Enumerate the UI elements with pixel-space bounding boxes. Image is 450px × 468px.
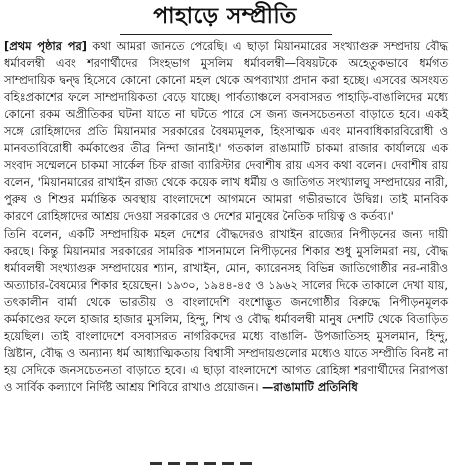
paragraph-2-text: তিনি বলেন, একটি সম্প্রদায়িক মহল দেশের বৌদ্ধদেরও রাখাইন রাজ্যের নিপীড়নের জন্য দায়ী করছে। কিন্তু মিয়ানমার সরকারের সামরিক শাসনামলে নিপীড়নের শিকার শুধু মুসলিমরা নয়, বৌদ্ধ ধর্মাবলম্বী সংখ্যাগুরু সম্প্রদায়ের শ্যান, রাখাইন, মোন, ক্যারেনসহ বিভিন্ন জাতিগোষ্ঠীর নর-নারীও অত্যাচার-বৈষম্যের শিকার হয়েছেন। ১৯৩০, ১৯৪৪-৪৫ ও ১৯৬২ সালের দিকে তাকালে দেখা যায়, তৎকালীন বার্মা থেকে ভারতীয় ও বাংলাদেশি বংশোদ্ভূত জনগোষ্ঠীর বিরুদ্ধে নিপীড়নমূলক কর্মকাণ্ডের ফলে হাজার হাজার মুসলিম, হিন্দু, শিখ ও বৌদ্ধ ধর্মাবলম্বী মানুষ দেশটি থেকে বিতাড়িত হয়েছিল। তাই বাংলাদেশে বসবাসরত নাগরিকদের মধ্যে বাঙালি- উপজাতিসহ মুসলমান, হিন্দু, খ্রিষ্টান, বৌদ্ধ ও অন্যান্য ধর্ম আধ্যাত্মিকতায় বিশ্বাসী সম্প্রদায়গুলোর মধ্যেও যাতে সম্প্রীতি বিনষ্ট না হয় সেদিকে জনসচেতনতা বাড়াতে হবে। এ ছাড়া বাংলাদেশে আগত রোহিঙ্গা শরণার্থীদের নিরাপত্তা ও সার্বিক কল্যাণে নির্দিষ্ট আশ্রয় শিবিরে রাখাও প্রয়োজন। [4, 226, 448, 394]
cut-fragment [150, 462, 162, 465]
article-body [4, 38, 448, 396]
cut-fragment [168, 462, 180, 465]
continuation-marker: [প্রথম পৃষ্ঠার পর] [4, 39, 87, 53]
cut-fragment [204, 462, 216, 465]
headline: পাহাড়ে সম্প্রীতি [153, 4, 297, 29]
cut-fragment [240, 462, 252, 465]
cut-off-next-article [150, 462, 260, 468]
byline: —রাঙামাটি প্রতিনিধি [262, 379, 358, 394]
article-paragraph-1 [4, 38, 448, 226]
headline-rule [120, 34, 332, 35]
paragraph-1-text: কথা আমরা জানতে পেরেছি। এ ছাড়া মিয়ানমারের সংখ্যাগুরু সম্প্রদায় বৌদ্ধ ধর্মাবলম্বী এবং শরণার্থীদের সিংহভাগ মুসলিম ধর্মাবলম্বী—বিষয়টকে অহেতুকভাবে ধর্মগত সাম্প্রদায়িক দ্বন্দ্ব হিসেবে কোনো কোনো মহল থেকে অপব্যাখ্যা প্রদান করা হচ্ছে। এসবের অসংযত বহিঃপ্রকাশের ফলে সাম্প্রদায়িকতা বেড়ে যাচ্ছে। পার্বত্যাঞ্চলে বসবাসরত পাহাড়ি-বাঙালিদের মধ্যে কোনো রকম অপ্রীতিকর ঘটনা যাতে না ঘটতে পারে সে জন্য জনসচেতনতা বাড়াতে হবে। একই সঙ্গে রোহিঙ্গাদের প্রতি মিয়ানমার সরকারের বৈষম্যমূলক, হিংসাত্মক এবং মানবাধিকারবিরোধী ও মানবতাবিরোধী কর্মকাণ্ডের তীব্র নিন্দা জানাই।' গতকাল রাঙামাটি চাকমা রাজার কার্যালয়ে এক সংবাদ সম্মেলনে চাকমা সার্কেল চিফ রাজা ব্যারিস্টার দেবাশীষ রায় এসব কথা বলেন। দেবাশীষ রায় বলেন, 'মিয়ানমারের রাখাইন রাজ্য থেকে কয়েক লাখ ধর্মীয় ও জাতিগত সংখ্যালঘু সম্প্রদায়ের নারী, পুরুষ ও শিশুর মর্মান্তিক অবস্থায় বাংলাদেশে আগমনে আমরা গভীরভাবে উদ্বিগ্ন। তাই মানবিক কারণে রোহিঙ্গাদের আশ্রয় দেওয়া সরকারের ও দেশের মানুষের নৈতিক দায়িত্ব ও কর্তব্য।' [4, 39, 448, 224]
cut-fragment [222, 462, 234, 465]
cut-fragment [186, 462, 198, 465]
article-paragraph-2 [4, 226, 448, 396]
